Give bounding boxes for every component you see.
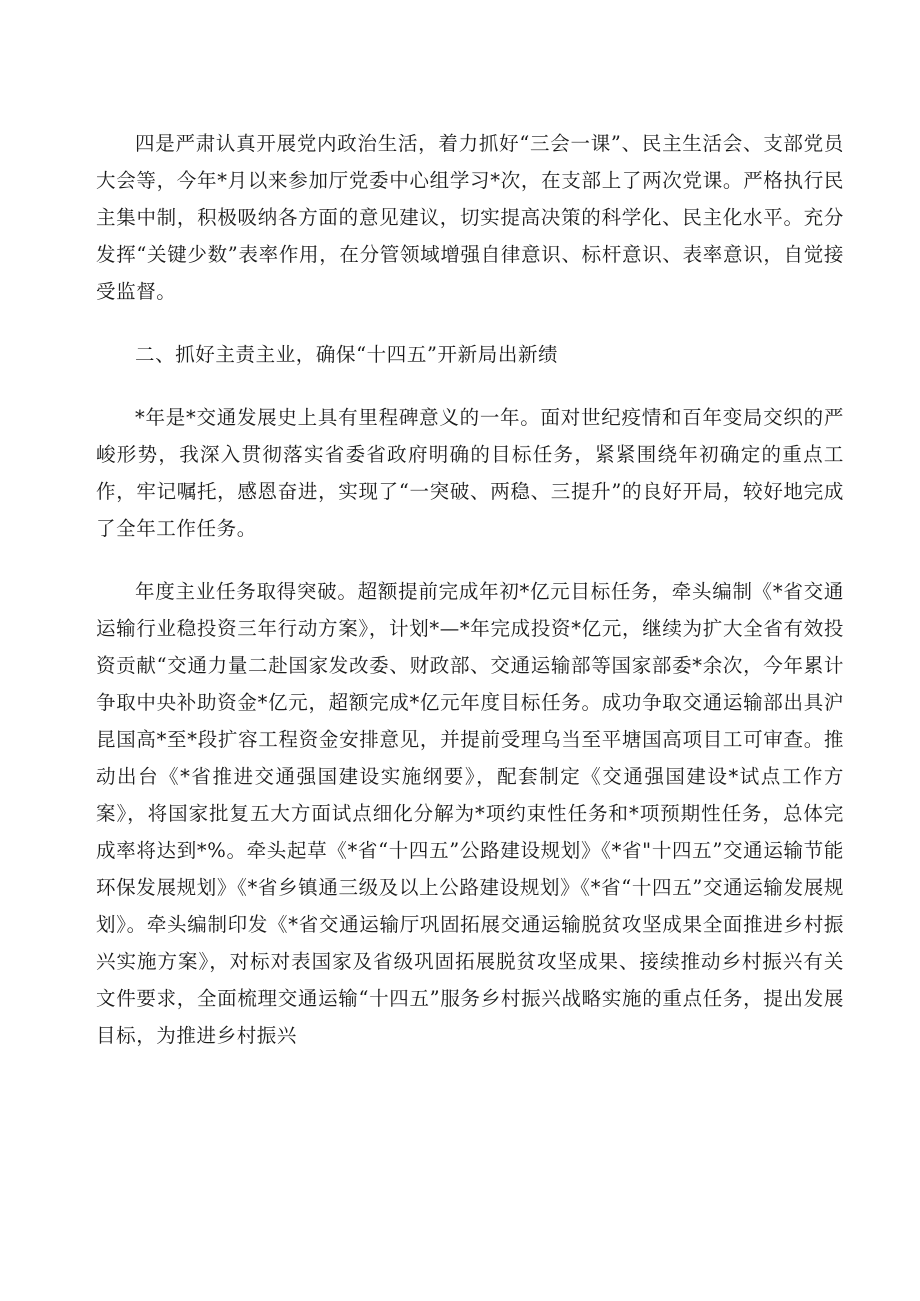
document-body [96,125,844,1080]
paragraph-main-tasks: 年度主业任务取得突破。超额提前完成年初*亿元目标任务，牵头编制《*省交通运输行业稳投资三年行动方案》，计划*—*年完成投资*亿元，继续为扩大全省有效投资贡献“交通力量二赴国家发改委、财政部、交通运输部等国家部委*余次，今年累计争取中央补助资金*亿元，超额完成*亿元年度目标任务。成功争取交通运输部出具沪昆国高*至*段扩容工程资金安排意见，并提前受理乌当至平塘国高项目工可审查。推动出台《*省推进交通强国建设实施纲要》，配套制定《交通强国建设*试点工作方案》，将国家批复五大方面试点细化分解为*项约束性任务和*项预期性任务，总体完成率将达到*%。牵头起草《*省“十四五”公路建设规划》《*省"十四五”交通运输节能环保发展规划》《*省乡镇通三级及以上公路建设规划》《*省“十四五”交通运输发展规划》。牵头编制印发《*省交通运输厅巩固拓展交通运输脱贫攻坚成果全面推进乡村振兴实施方案》，对标对表国家及省级巩固拓展脱贫攻坚成果、接续推动乡村振兴有关文件要求，全面梳理交通运输“十四五”服务乡村振兴战略实施的重点任务，提出发展目标，为推进乡村振兴 [96,580,844,1047]
paragraph-party-life: 四是严肃认真开展党内政治生活，着力抓好“三会一课”、民主生活会、支部党员大会等，今年*月以来参加厅党委中心组学习*次，在支部上了两次党课。严格执行民主集中制，积极吸纳各方面的意见建议，切实提高决策的科学化、民主化水平。充分发挥“关键少数”表率作用，在分管领域增强自律意识、标杆意识、表率意识，自觉接受监督。 [96,132,844,303]
section-heading: 二、抓好主责主业，确保“十四五”开新局出新绩 [135,343,559,366]
paragraph-annual-overview: *年是*交通发展史上具有里程碑意义的一年。面对世纪疫情和百年变局交织的严峻形势，我深入贯彻落实省委省政府明确的目标任务，紧紧围绕年初确定的重点工作，牢记嘱托，感恩奋进，实现了“一突破、两稳、三提升”的良好开局，较好地完成了全年工作任务。 [96,406,844,540]
